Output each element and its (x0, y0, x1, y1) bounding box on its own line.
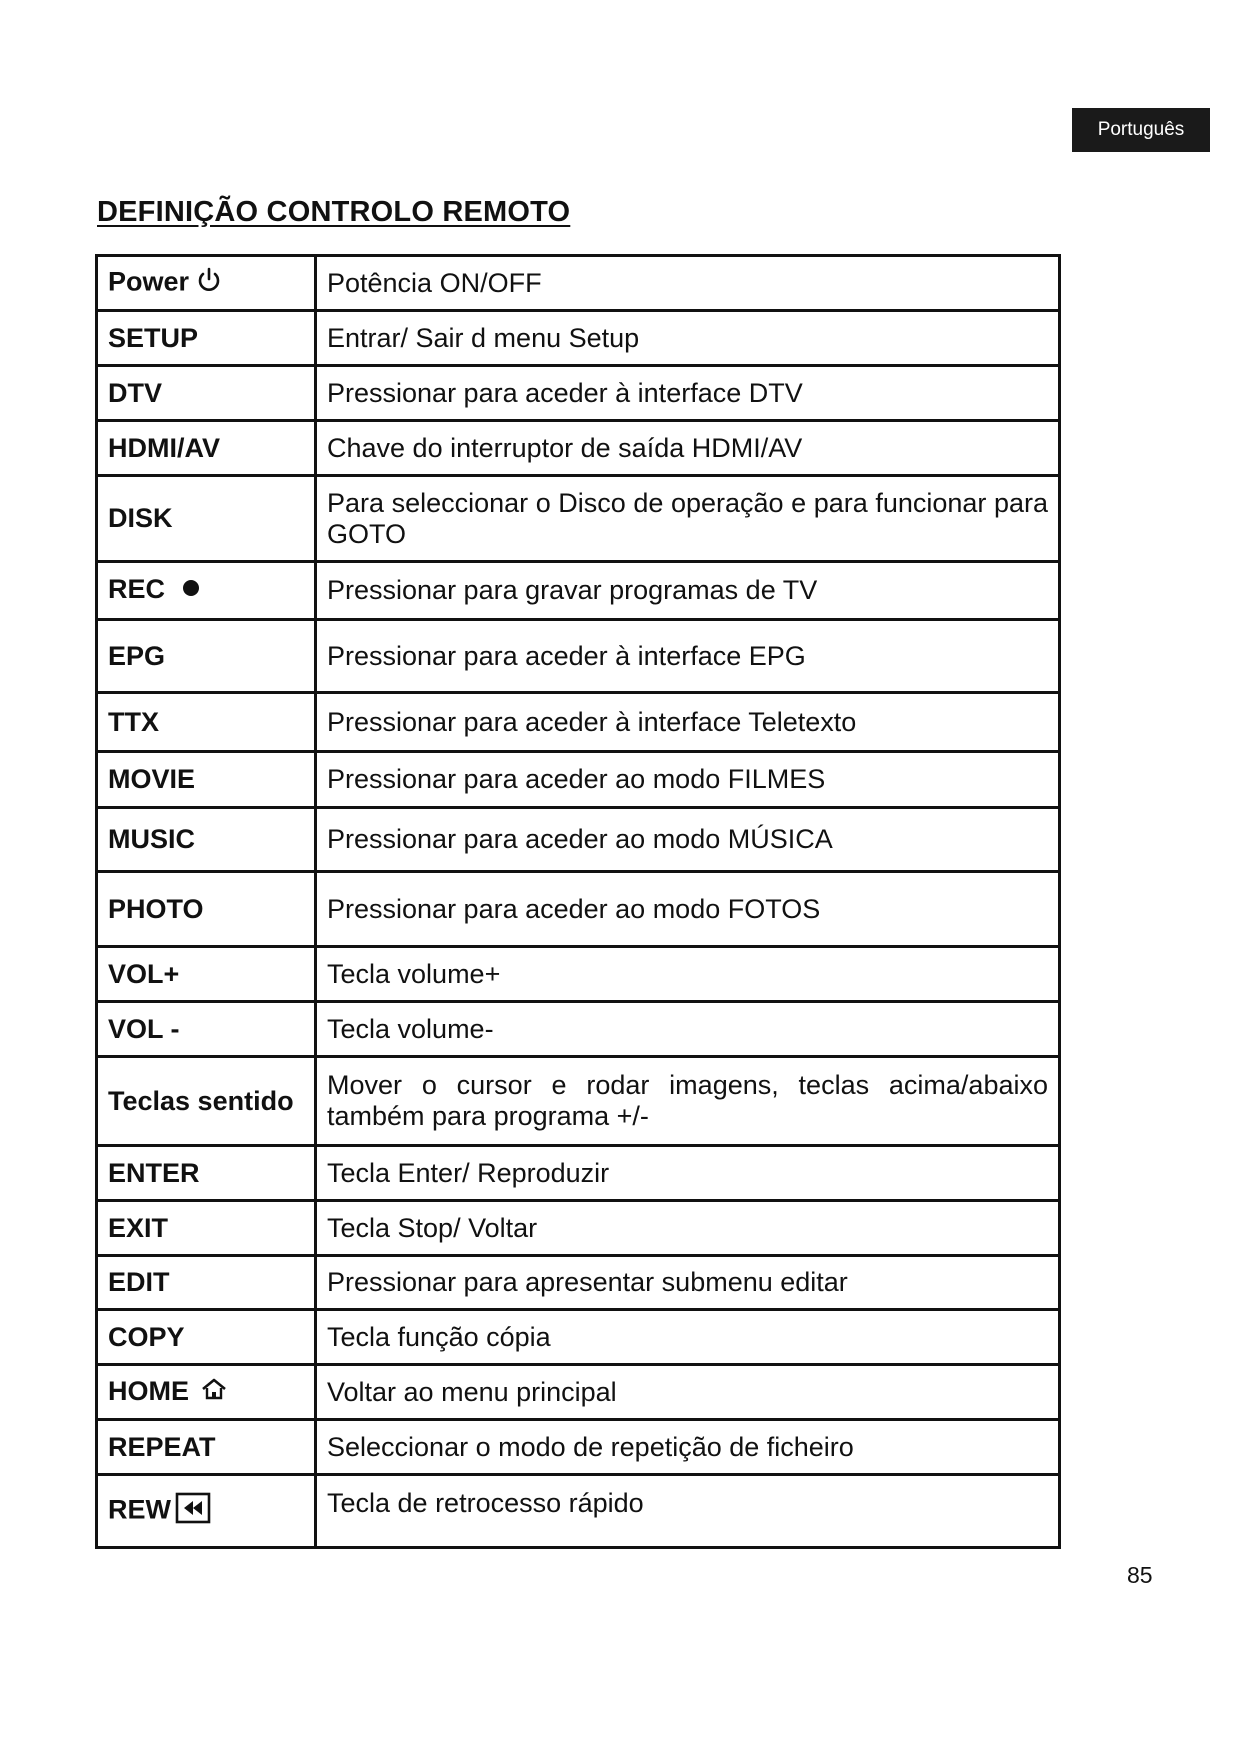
key-cell: MUSIC (97, 808, 316, 872)
desc-cell: Pressionar para aceder à interface DTV (316, 366, 1060, 421)
key-cell (97, 256, 316, 311)
desc-cell: Seleccionar o modo de repetição de ficheiro (316, 1420, 1060, 1475)
key-cell: HDMI/AV (97, 421, 316, 476)
power-icon (195, 266, 223, 301)
desc-cell: Voltar ao menu principal (316, 1365, 1060, 1420)
key-cell: COPY (97, 1310, 316, 1365)
key-cell: EXIT (97, 1201, 316, 1256)
table-row (97, 1057, 1060, 1146)
key-cell: TTX (97, 693, 316, 752)
desc-cell: Tecla Enter/ Reproduzir (316, 1146, 1060, 1201)
key-label: HOME (108, 1375, 189, 1406)
remote-control-definitions-table (95, 254, 1061, 1549)
table-row (97, 311, 1060, 366)
key-cell: PHOTO (97, 872, 316, 947)
key-label: Power (108, 266, 190, 297)
record-dot-icon (181, 576, 201, 607)
desc-cell: Tecla de retrocesso rápido (316, 1475, 1060, 1548)
key-cell (97, 1365, 316, 1420)
table-row (97, 256, 1060, 311)
table-row (97, 1256, 1060, 1310)
key-cell: Teclas sentido (97, 1057, 316, 1146)
desc-cell: Pressionar para aceder ao modo MÚSICA (316, 808, 1060, 872)
desc-cell: Entrar/ Sair d menu Setup (316, 311, 1060, 366)
table-row (97, 947, 1060, 1002)
table-row (97, 808, 1060, 872)
table-row (97, 1475, 1060, 1548)
desc-cell: Pressionar para gravar programas de TV (316, 562, 1060, 620)
desc-cell: Tecla função cópia (316, 1310, 1060, 1365)
key-label: REC (108, 574, 166, 605)
table-row (97, 1002, 1060, 1057)
table-row (97, 1146, 1060, 1201)
desc-cell: Chave do interruptor de saída HDMI/AV (316, 421, 1060, 476)
key-cell: SETUP (97, 311, 316, 366)
key-cell: DTV (97, 366, 316, 421)
rewind-icon (175, 1492, 211, 1531)
desc-cell: Tecla volume+ (316, 947, 1060, 1002)
key-cell: DISK (97, 476, 316, 562)
table-row (97, 562, 1060, 620)
desc-cell: Tecla Stop/ Voltar (316, 1201, 1060, 1256)
table-row (97, 1420, 1060, 1475)
key-cell: EPG (97, 620, 316, 693)
key-cell: VOL+ (97, 947, 316, 1002)
table-row (97, 872, 1060, 947)
desc-cell: Pressionar para apresentar submenu editar (316, 1256, 1060, 1310)
key-cell: REPEAT (97, 1420, 316, 1475)
page-title: DEFINIÇÃO CONTROLO REMOTO (97, 196, 571, 228)
desc-cell: Pressionar para aceder à interface EPG (316, 620, 1060, 693)
desc-cell: Pressionar para aceder à interface Teletexto (316, 693, 1060, 752)
key-cell: VOL - (97, 1002, 316, 1057)
table-row (97, 752, 1060, 808)
key-cell (97, 562, 316, 620)
table-row (97, 476, 1060, 562)
key-cell: EDIT (97, 1256, 316, 1310)
table-row (97, 620, 1060, 693)
page-number: 85 (1127, 1562, 1153, 1588)
desc-cell: Pressionar para aceder ao modo FOTOS (316, 872, 1060, 947)
table-row (97, 693, 1060, 752)
table-row (97, 366, 1060, 421)
key-label: REW (108, 1494, 171, 1525)
home-icon (201, 1377, 227, 1408)
table-row (97, 1201, 1060, 1256)
desc-cell: Tecla volume- (316, 1002, 1060, 1057)
key-cell (97, 1475, 316, 1548)
language-tab: Português (1072, 108, 1210, 152)
table-row (97, 1310, 1060, 1365)
key-cell: MOVIE (97, 752, 316, 808)
desc-cell: Para seleccionar o Disco de operação e para funcionar para GOTO (316, 476, 1060, 562)
desc-cell: Mover o cursor e rodar imagens, teclas acima/abaixo também para programa +/- (316, 1057, 1060, 1146)
key-cell: ENTER (97, 1146, 316, 1201)
table-row (97, 421, 1060, 476)
desc-cell: Pressionar para aceder ao modo FILMES (316, 752, 1060, 808)
table-row (97, 1365, 1060, 1420)
desc-cell: Potência ON/OFF (316, 256, 1060, 311)
